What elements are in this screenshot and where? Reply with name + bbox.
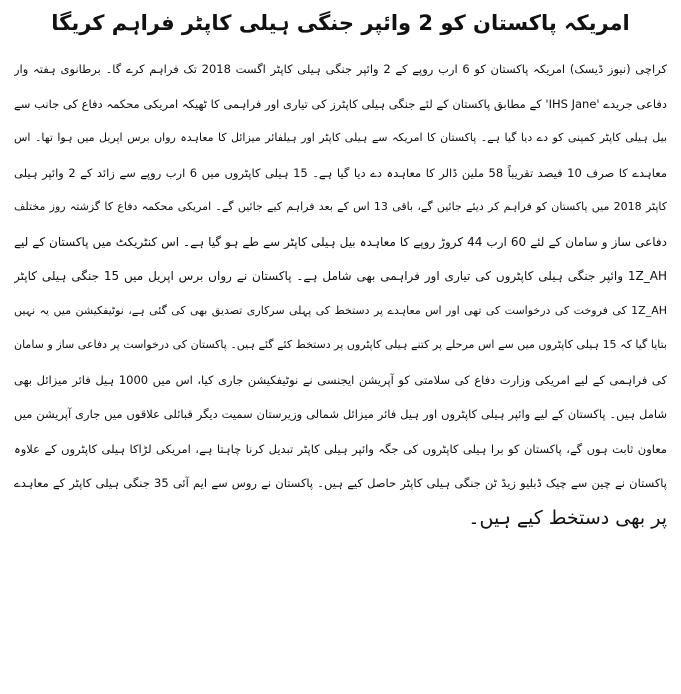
- article-line: بتایا گیا کہ 15 ہیلی کاپٹروں میں سے اس مرحلے پر کتنے ہیلی کاپٹروں پر دستخط کئے گئے ہیں۔ پاکستان کی درخواست پر دفاعی ساز و سامان: [14, 338, 667, 351]
- article-line: معاون ثابت ہوں گے، پاکستان کو برا ہیلی کاپٹروں کی جگہ وائپر ہیلی کاپٹر تبدیل کرنا چاہتا ہے، امریکی لڑاکا ہیلی کاپٹروں کے علاوہ: [14, 441, 667, 456]
- article-line: پاکستان نے چین سے چیک ڈبلیو زیڈ ٹن جنگی ہیلی کاپٹر حاصل کیے ہیں۔ پاکستان نے روس سے ایم آئی 35 جنگی ہیلی کاپٹر کے معاہدے: [14, 476, 667, 490]
- article-line: دفاعی ساز و سامان کے لئے 60 ارب 44 کروڑ روپے کا معاہدہ بیل ہیلی کاپٹر سے طے ہو گیا ہے۔ اس کنٹریکٹ میں پاکستان کے لیے: [14, 234, 667, 249]
- article-line: 1Z_AH کی فروخت کی درخواست کی تھی اور اس معاہدے پر دستخط کی پہلی سرکاری تصدیق بھی کی گئی ہے، نوٹیفکیشن میں یہ نہیں: [14, 303, 667, 317]
- article-line: کی فراہمی کے لیے امریکی وزارت دفاع کی سلامتی کو آپریشن ایجنسی نے نوٹیفکیشن جاری کیا، اس میں 1000 ہیل فائر میزائل بھی: [14, 372, 667, 387]
- article-line: کاپٹر 2018 میں پاکستان کو فراہم کر دیئے جائیں گے، باقی 13 اس کے بعد فراہم کیے جائیں گے۔ امریکی محکمہ دفاع کا گزشتہ روز مختلف: [14, 200, 667, 213]
- article-line: پر بھی دستخط کیے ہیں۔: [468, 506, 667, 529]
- article-line: کراچی (نیوز ڈیسک) امریکہ پاکستان کو 6 ارب روپے کے 2 وائپر جنگی ہیلی کاپٹر اگست 2018 تک فراہم کرے گا۔ برطانوی ہفتہ وار: [14, 62, 667, 76]
- article-line: 1Z_AH وائپر جنگی ہیلی کاپٹروں کی تیاری اور فراہمی بھی شامل ہے۔ پاکستان نے رواں برس اپریل میں 15 جنگی ہیلی کاپٹر: [14, 269, 667, 283]
- article-line: بیل ہیلی کاپٹر کمپنی کو دے دیا گیا ہے۔ پاکستان کا امریکہ سے ہیلی کاپٹر اور ہیلفائر میزائل کا معاہدہ رواں برس اپریل میں ہوا تھا۔ اس: [14, 131, 667, 144]
- article-line: معاہدے کا صرف 10 فیصد تقریباً 58 ملین ڈالر کا معاہدہ دے دیا گیا ہے۔ 15 ہیلی کاپٹروں میں 6 ارب روپے سے زائد کے 2 وائپر ہیلی: [14, 165, 667, 180]
- article-line: شامل ہیں۔ پاکستان کے لیے وائپر ہیلی کاپٹروں اور ہیل فائر میزائل شمالی وزیرستان سمیت دیگر قبائلی علاقوں میں جاری آپریشن میں: [14, 407, 667, 421]
- article-body: [14, 52, 667, 535]
- article-headline: امریکہ پاکستان کو 2 وائپر جنگی ہیلی کاپٹر فراہم کریگا: [51, 11, 630, 35]
- article-line: دفاعی جریدے 'IHS Jane' کے مطابق پاکستان کے لئے جنگی ہیلی کاپٹرز کی تیاری اور فراہمی کا ٹھیکہ امریکی محکمہ دفاع کی جانب سے: [14, 96, 667, 111]
